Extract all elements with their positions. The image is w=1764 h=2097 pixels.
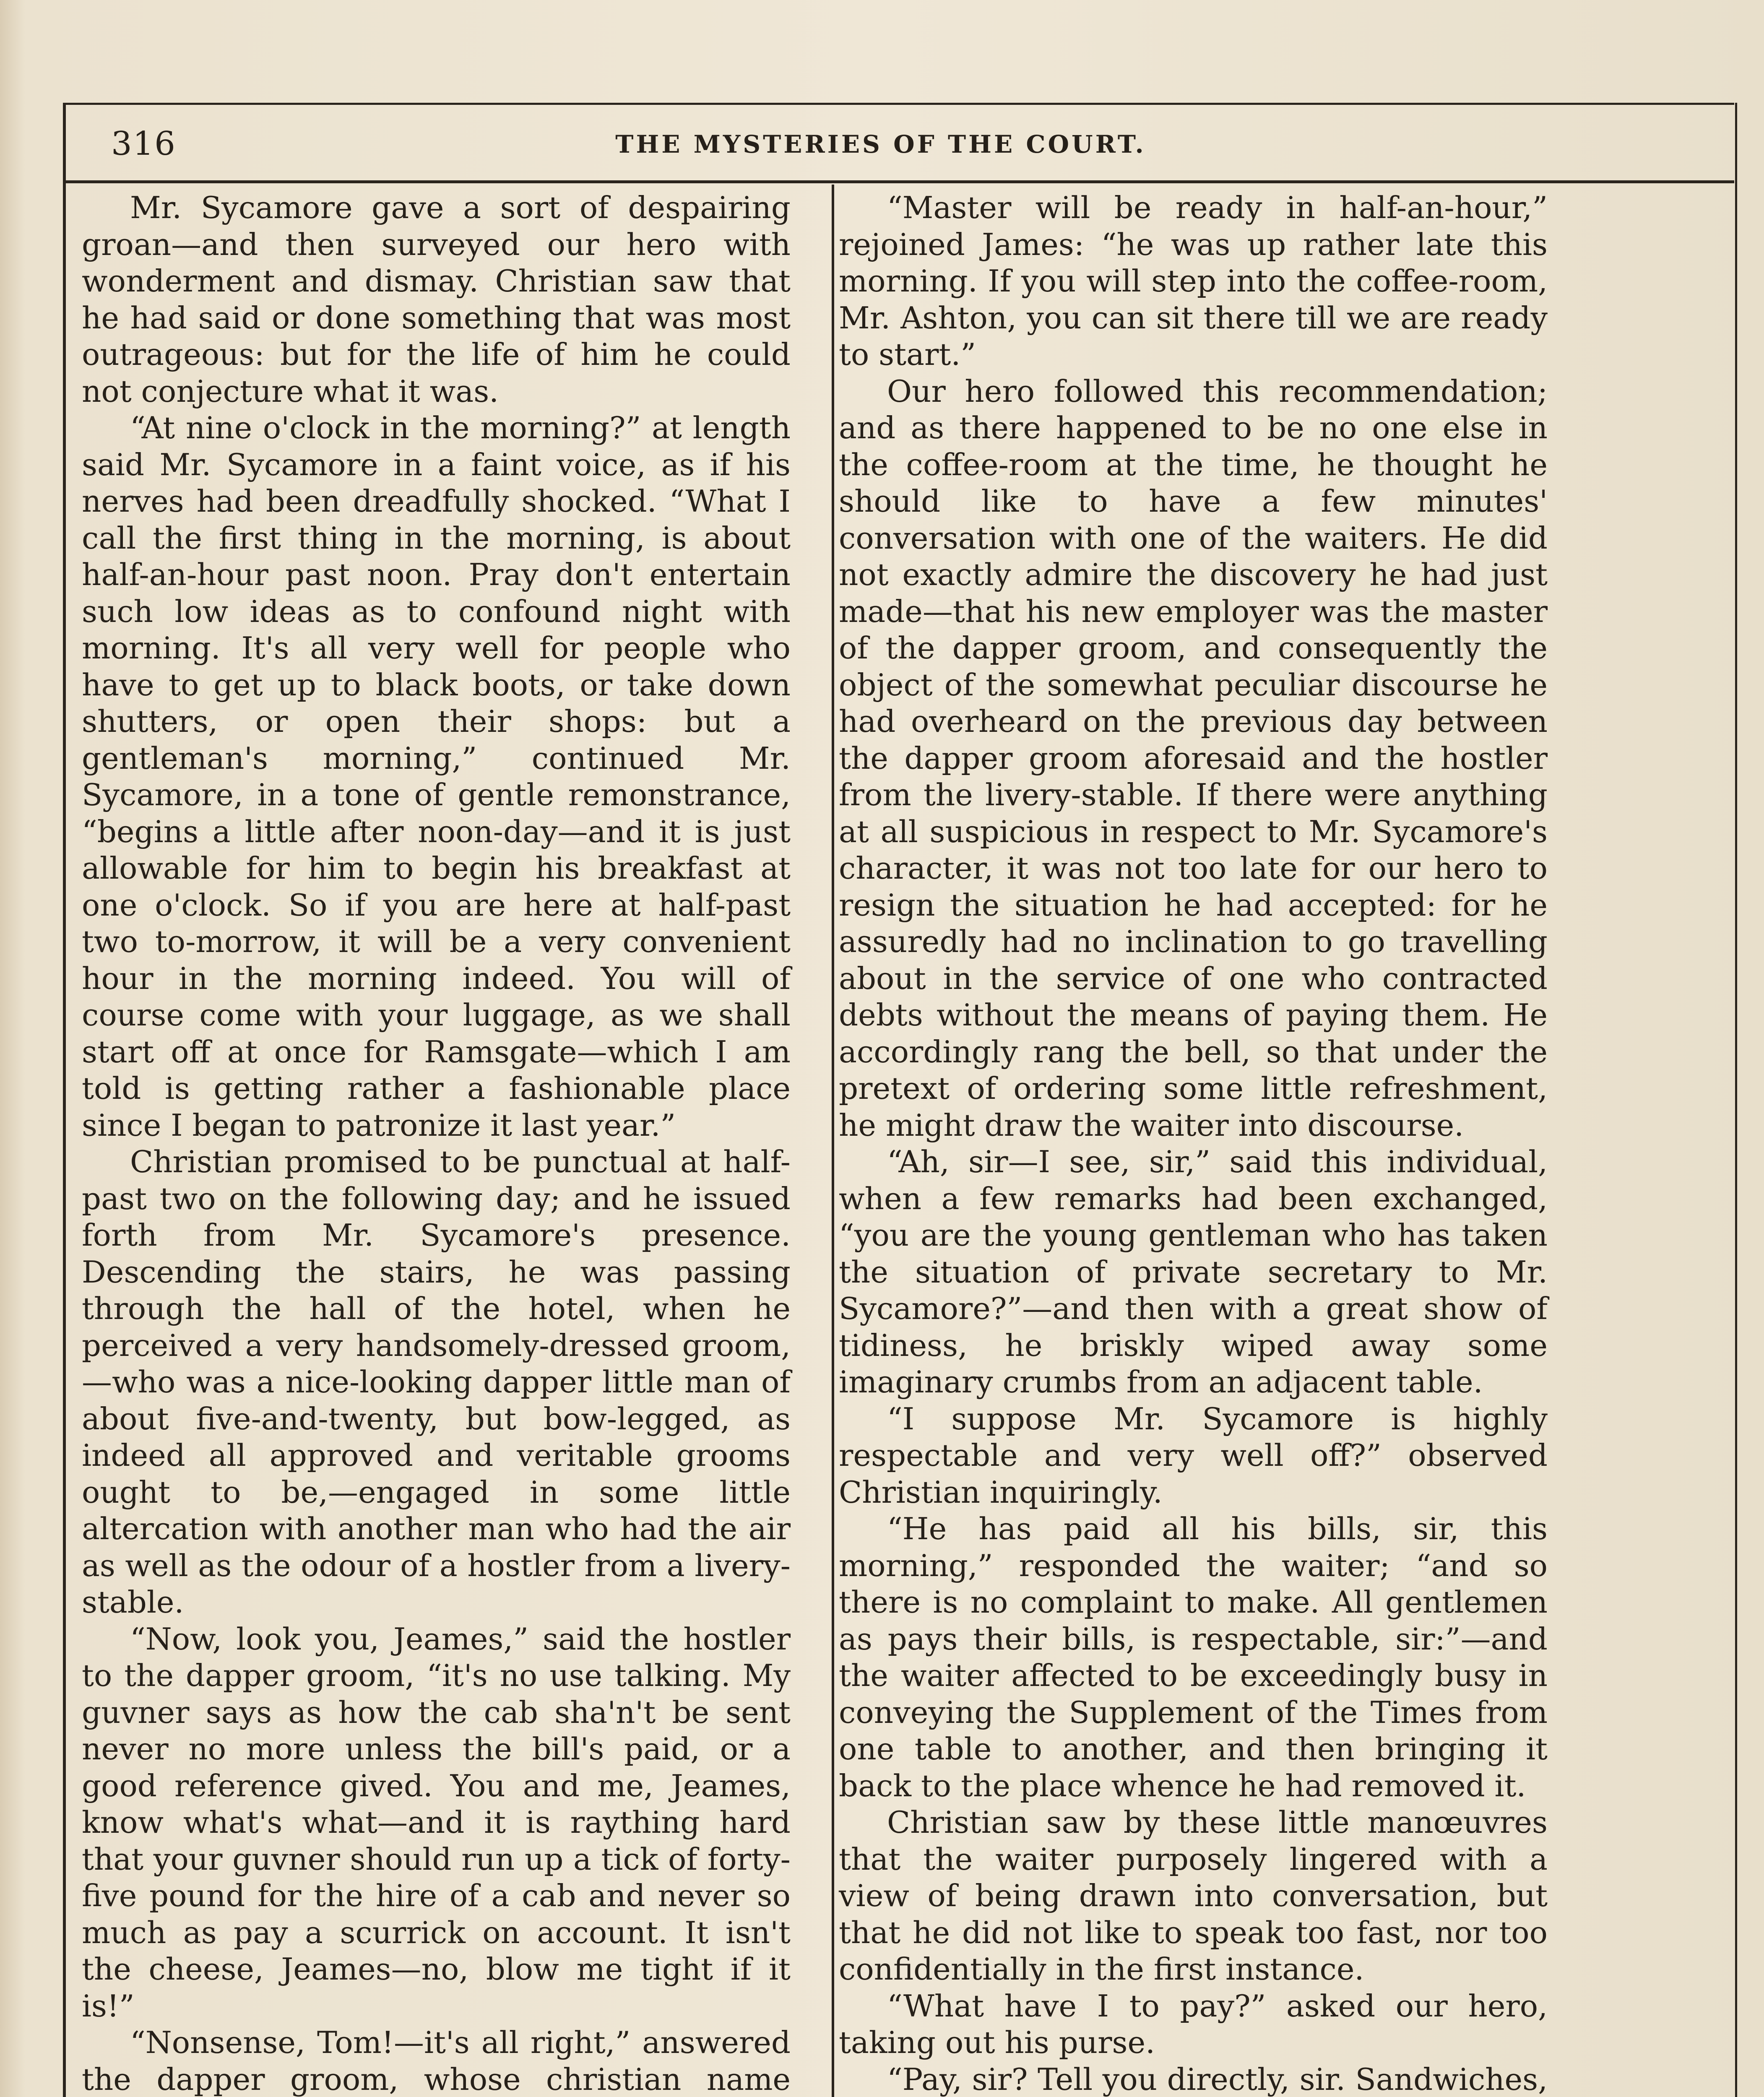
left-column <box>82 190 791 2097</box>
paragraph: “Ah, sir—I see, sir,” said this individual, when a few remarks had been exchanged, “you are the young gentleman who has taken the situation of private secretary to Mr. Sycamore?”—and then with a great show of tidiness, he briskly wiped away some imaginary crumbs from an adjacent table. <box>839 1144 1548 1400</box>
paragraph: “I suppose Mr. Sycamore is highly respectable and very well off?” observed Christian inquiringly. <box>839 1401 1548 1510</box>
running-title: THE MYSTERIES OF THE COURT. <box>615 130 1146 159</box>
paragraph: “What have I to pay?” asked our hero, taking out his purse. <box>839 1988 1548 2060</box>
paragraph: “Now, look you, Jeames,” said the hostler to the dapper groom, “it's no use talking. My guvner says as how the cab sha'n't be sent never no more unless the bill's paid, or a good reference gived. You and me, Jeames, know what's what—and it is raything hard that your guvner should run up a tick of forty-five pound for the hire of a cab and never so much as pay a scurrick on account. It isn't the cheese, Jeames—no, blow me tight if it is!” <box>82 1621 791 2024</box>
paragraph: “Pay, sir? Tell you directly, sir. Sandwiches, <box>887 2061 1548 2097</box>
paragraph: “Nonsense, Tom!—it's all right,” answered the dapper groom, whose christian name <box>82 2025 791 2097</box>
paragraph: “At nine o'clock in the morning?” at length said Mr. Sycamore in a faint voice, as if his nerves had been dreadfully shocked. “What I call the first thing in the morning, is about half-an-hour past noon. Pray don't entertain such low ideas as to confound night with morning. It's all very well for people who have to get up to black boots, or take down shutters, or open their shops: but a gentleman's morning,” continued Mr. Sycamore, in a tone of gentle remonstrance, “begins a little after noon-day—and it is just allowable for him to begin his breakfast at one o'clock. So if you are here at half-past two to-morrow, it will be a very convenient hour in the morning indeed. You will of course come with your luggage, as we shall start off at once for Ramsgate—which I am told is getting rather a fashionable place since I began to patronize it last year.” <box>82 410 791 1143</box>
header-rule <box>63 180 1734 183</box>
column-divider <box>832 185 834 2097</box>
paragraph: “He has paid all his bills, sir, this morning,” responded the waiter; “and so there is no complaint to make. All gentlemen as pays their bills, is respectable, sir:”—and the waiter affected to be exceedingly busy in conveying the Supplement of the Times from one table to another, and then bringing it back to the place whence he had removed it. <box>839 1511 1548 1803</box>
right-column <box>839 190 1548 2097</box>
paragraph: Our hero followed this recommendation; and as there happened to be no one else in the coffee-room at the time, he thought he should like to have a few minutes' conversation with one of the waiters. He did not exactly admire the discovery he had just made—that his new employer was the master of the dapper groom, and consequently the object of the somewhat peculiar discourse he had overheard on the previous day between the dapper groom aforesaid and the hostler from the livery-stable. If there were anything at all suspicious in respect to Mr. Sycamore's character, it was not too late for our hero to resign the situation he had accepted: for he assuredly had no inclination to go travelling about in the service of one who contracted debts without the means of paying them. He accordingly rang the bell, so that under the pretext of ordering some little refreshment, he might draw the waiter into discourse. <box>839 373 1548 1143</box>
paragraph: Christian saw by these little manœuvres that the waiter purposely lingered with a view of being drawn into conversation, but that he did not like to speak too fast, nor too confidentially in the first instance. <box>839 1805 1548 1987</box>
paragraph: Christian promised to be punctual at half-past two on the following day; and he issued forth from Mr. Sycamore's presence. Descending the stairs, he was passing through the hall of the hotel, when he perceived a very handsomely-dressed groom,—who was a nice-looking dapper little man of about five-and-twenty, but bow-legged, as indeed all approved and veritable grooms ought to be,—engaged in some little altercation with another man who had the air as well as the odour of a hostler from a livery-stable. <box>82 1144 791 1620</box>
paragraph: “Master will be ready in half-an-hour,” rejoined James: “he was up rather late this morning. If you will step into the coffee-room, Mr. Ashton, you can sit there till we are ready to start.” <box>839 190 1548 372</box>
page-number: 316 <box>111 125 176 163</box>
paragraph: Mr. Sycamore gave a sort of despairing groan—and then surveyed our hero with wonderment and dismay. Christian saw that he had said or done something that was most outrageous: but for the life of him he could not conjecture what it was. <box>82 190 791 409</box>
